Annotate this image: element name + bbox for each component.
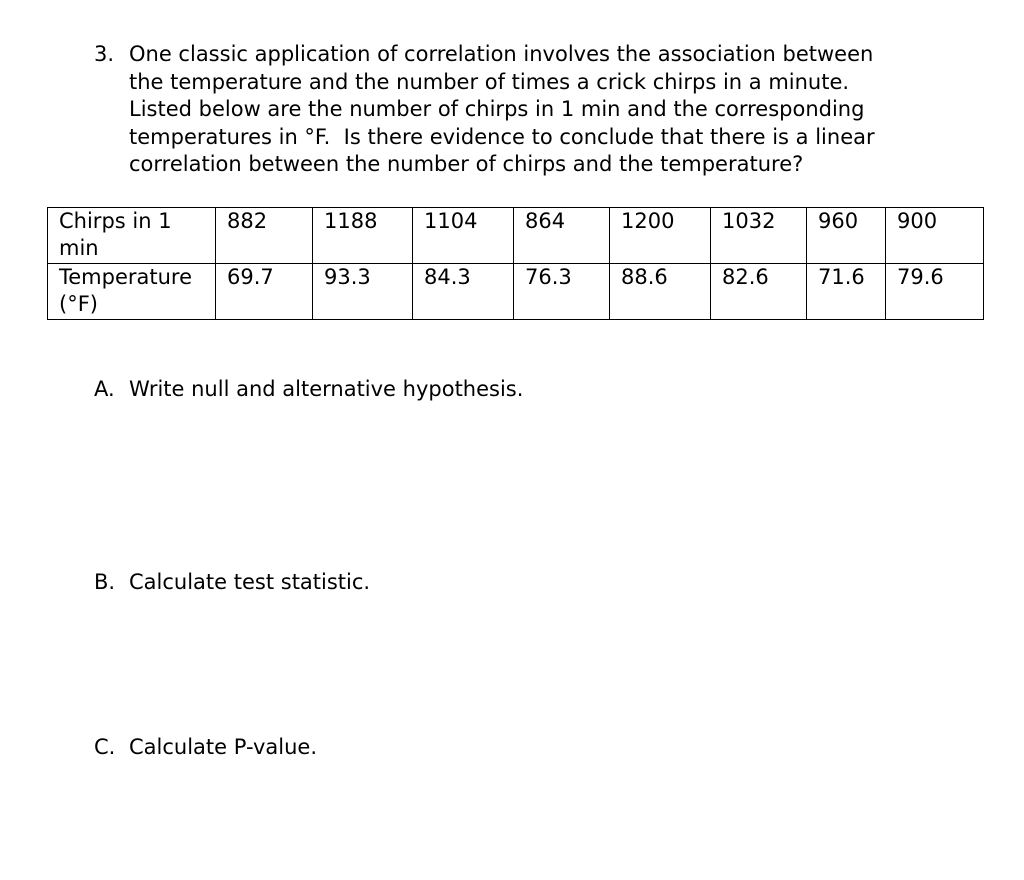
question-line: Listed below are the number of chirps in 1 min and the corresponding xyxy=(129,97,865,121)
table-cell: 79.6 xyxy=(886,264,984,320)
row-header-line: (°F) xyxy=(59,292,98,316)
table-cell: 69.7 xyxy=(216,264,313,320)
part-text: Calculate test statistic. xyxy=(129,570,371,594)
table-cell: 1188 xyxy=(313,208,413,264)
table-cell: 82.6 xyxy=(711,264,807,320)
table-cell: 88.6 xyxy=(610,264,711,320)
question-text xyxy=(129,41,954,179)
question-line: the temperature and the number of times a crick chirps in a minute. xyxy=(129,69,850,94)
table-cell: 76.3 xyxy=(514,264,610,320)
part-label: B. xyxy=(94,570,116,594)
part-label: C. xyxy=(94,735,116,759)
row-header-line: Temperature xyxy=(59,265,193,289)
table-cell: 84.3 xyxy=(413,264,514,320)
table-cell: 864 xyxy=(514,208,610,264)
part-text: Write null and alternative hypothesis. xyxy=(129,377,524,401)
table-cell: 960 xyxy=(807,208,886,264)
data-table xyxy=(47,207,984,320)
part-a xyxy=(94,376,523,403)
table-cell: 93.3 xyxy=(313,264,413,320)
table-cell: 1104 xyxy=(413,208,514,264)
question-number: 3. xyxy=(94,42,115,66)
table-cell: 71.6 xyxy=(807,264,886,320)
table-cell: 1032 xyxy=(711,208,807,264)
part-c xyxy=(94,734,317,761)
table-row-chirps xyxy=(48,208,984,264)
row-header-line: min xyxy=(59,236,99,260)
part-b xyxy=(94,569,370,596)
row-header-temperature xyxy=(48,264,216,320)
table-cell: 882 xyxy=(216,208,313,264)
row-header-line: Chirps in 1 xyxy=(59,209,172,233)
question-3 xyxy=(94,41,954,179)
table-cell: 900 xyxy=(886,208,984,264)
question-line: One classic application of correlation involves the association between xyxy=(129,42,874,66)
part-label: A. xyxy=(94,377,115,401)
table-row-temperature xyxy=(48,264,984,320)
part-text: Calculate P-value. xyxy=(129,735,318,759)
row-header-chirps xyxy=(48,208,216,264)
question-line: correlation between the number of chirps and the temperature? xyxy=(129,152,804,176)
table-cell: 1200 xyxy=(610,208,711,264)
question-line: temperatures in °F. Is there evidence to conclude that there is a linear xyxy=(129,124,875,149)
